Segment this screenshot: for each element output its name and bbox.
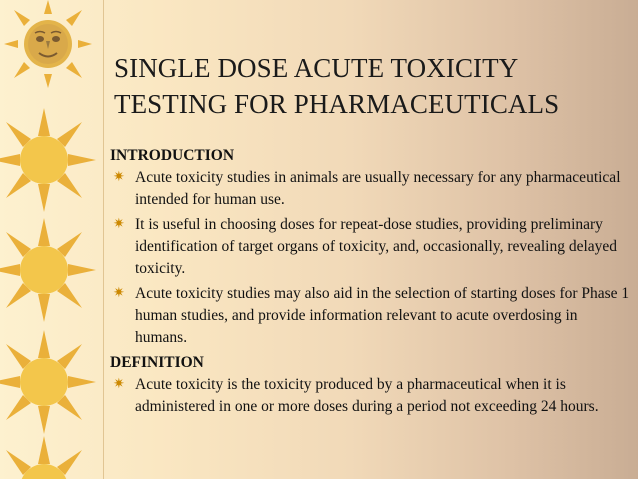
divider-line xyxy=(103,0,104,479)
sun-ray xyxy=(66,62,82,78)
bullet-text: Acute toxicity is the toxicity produced by a pharmaceutical when it is administered in one or more doses during a period not exceeding 24 hours. xyxy=(135,376,599,415)
bullet-text: Acute toxicity studies in animals are usually necessary for any pharmaceutical intended for human use. xyxy=(135,169,621,208)
list-item xyxy=(110,167,630,211)
asterisk-bullet-icon: ✷ xyxy=(113,170,125,185)
list-item xyxy=(110,374,630,418)
slide-title xyxy=(114,50,624,122)
bullet-list xyxy=(110,167,630,349)
section-introduction xyxy=(110,145,630,349)
bullet-list xyxy=(110,374,630,418)
bullet-text: Acute toxicity studies may also aid in the selection of starting doses for Phase 1 human studies, and provide information relevant to acute overdosing in humans. xyxy=(135,285,630,346)
sun-ray xyxy=(44,74,52,88)
slide-content xyxy=(110,145,630,421)
section-definition xyxy=(110,352,630,418)
bullet-text: It is useful in choosing doses for repeat-dose studies, providing preliminary identification of target organs of toxicity, and, occasionally, revealing delayed toxicity. xyxy=(135,216,618,277)
section-heading: DEFINITION xyxy=(110,354,204,371)
sun-ray xyxy=(4,40,18,48)
sun-ray xyxy=(44,0,52,14)
list-item xyxy=(110,214,630,280)
sun-decoration-strip xyxy=(0,0,110,479)
slide-title-line-2: TESTING FOR PHARMACEUTICALS xyxy=(114,89,560,119)
sun-ray xyxy=(14,62,30,78)
sun-ray xyxy=(66,10,82,26)
asterisk-bullet-icon: ✷ xyxy=(113,286,125,301)
sun-icon xyxy=(0,436,96,479)
asterisk-bullet-icon: ✷ xyxy=(113,377,125,392)
list-item xyxy=(110,283,630,349)
sun-face-icon xyxy=(4,0,92,88)
asterisk-bullet-icon: ✷ xyxy=(113,217,125,232)
sun-icon xyxy=(0,218,96,322)
sun-icon xyxy=(0,330,96,434)
sun-ray xyxy=(14,10,30,26)
slide-title-line-1: SINGLE DOSE ACUTE TOXICITY xyxy=(114,53,519,83)
sun-icon xyxy=(0,108,96,212)
sun-ray xyxy=(78,40,92,48)
section-heading: INTRODUCTION xyxy=(110,147,235,164)
